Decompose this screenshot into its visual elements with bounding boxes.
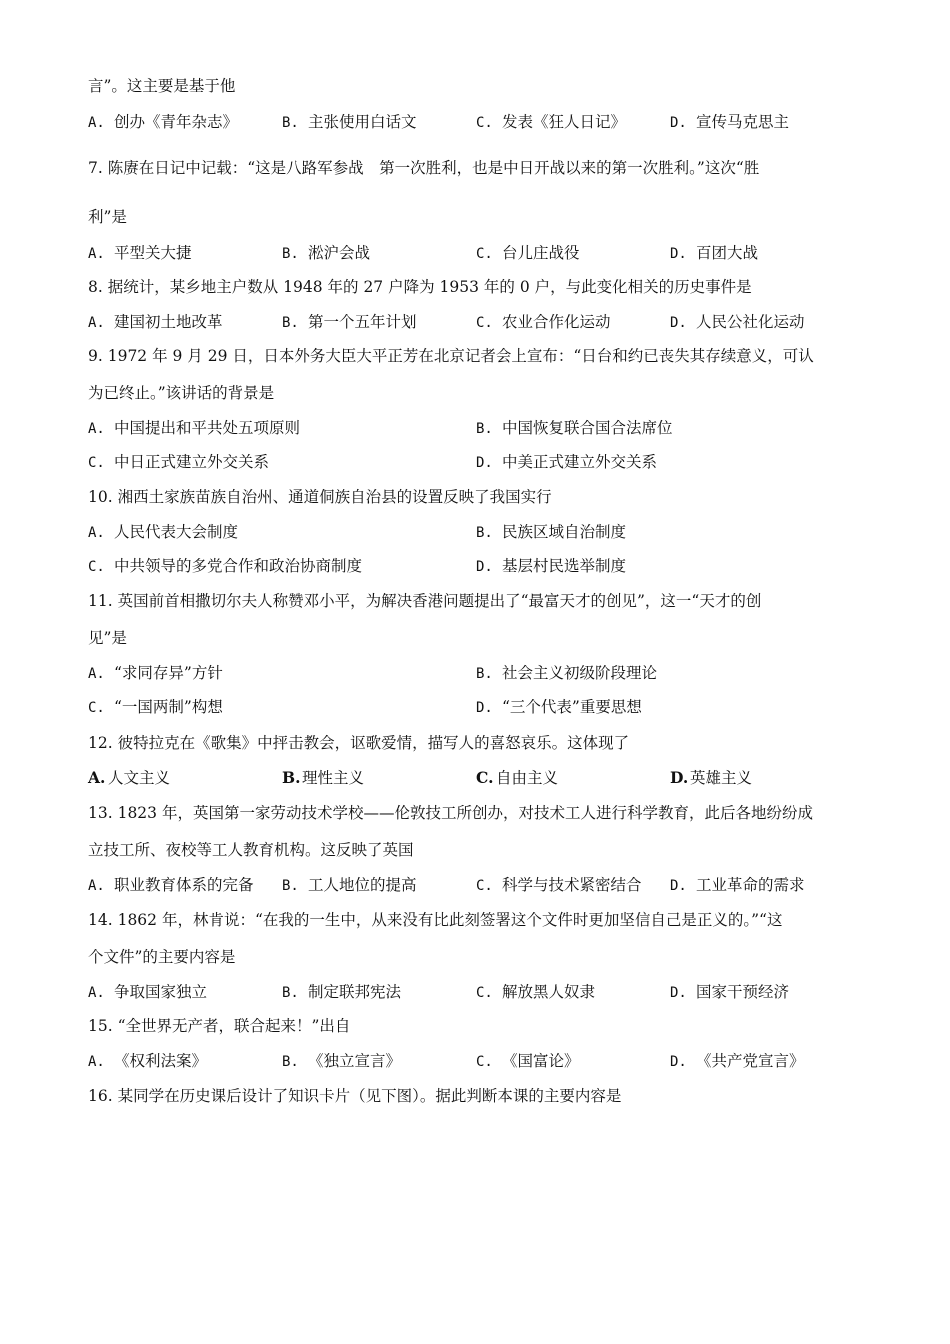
question-12-option-a bbox=[88, 768, 170, 788]
option-text: 宣传马克思主 bbox=[696, 113, 790, 131]
option-text: 台儿庄战役 bbox=[502, 244, 580, 262]
question-10-option-a bbox=[88, 522, 238, 543]
option-label: D. bbox=[670, 878, 687, 894]
option-label: A. bbox=[88, 878, 105, 894]
question-11-option-c bbox=[88, 697, 223, 718]
option-label: B. bbox=[282, 768, 301, 787]
option-text: 自由主义 bbox=[496, 769, 559, 787]
option-text: 工业革命的需求 bbox=[696, 876, 805, 894]
option-text: “三个代表”重要思想 bbox=[502, 698, 642, 716]
option-label: B. bbox=[476, 421, 493, 437]
option-label: A. bbox=[88, 246, 105, 262]
option-label: A. bbox=[88, 666, 105, 682]
option-text: 工人地位的提高 bbox=[308, 876, 417, 894]
option-text: 中共领导的多党合作和政治协商制度 bbox=[114, 557, 363, 575]
option-text: 中日正式建立外交关系 bbox=[114, 453, 270, 471]
option-text: 创办《青年杂志》 bbox=[114, 113, 239, 131]
question-9-option-d bbox=[476, 452, 657, 473]
option-text: 国家干预经济 bbox=[696, 983, 790, 1001]
option-label: A. bbox=[88, 115, 105, 131]
option-label: C. bbox=[476, 878, 493, 894]
question-8-option-c bbox=[476, 312, 611, 333]
option-label: D. bbox=[670, 768, 689, 787]
option-label: C. bbox=[476, 1054, 493, 1070]
question-15-option-b bbox=[282, 1051, 401, 1072]
option-text: 农业合作化运动 bbox=[502, 313, 611, 331]
question-7-stem-line-2: 利”是 bbox=[88, 208, 127, 226]
option-text: 百团大战 bbox=[696, 244, 759, 262]
option-text: 基层村民选举制度 bbox=[502, 557, 627, 575]
question-7-option-d bbox=[670, 243, 758, 264]
option-label: B. bbox=[282, 315, 299, 331]
option-text: 科学与技术紧密结合 bbox=[502, 876, 642, 894]
option-text: 《共产党宣言》 bbox=[696, 1052, 805, 1070]
option-label: A. bbox=[88, 421, 105, 437]
option-label: C. bbox=[476, 315, 493, 331]
option-label: A. bbox=[88, 315, 105, 331]
option-label: A. bbox=[88, 1054, 105, 1070]
option-label: B. bbox=[282, 878, 299, 894]
option-label: A. bbox=[88, 985, 105, 1001]
question-10-option-b bbox=[476, 522, 626, 543]
option-text: 建国初土地改革 bbox=[114, 313, 223, 331]
question-10-stem: 10. 湘西土家族苗族自治州、通道侗族自治县的设置反映了我国实行 bbox=[88, 488, 552, 506]
question-14-option-a bbox=[88, 982, 207, 1003]
option-label: D. bbox=[670, 315, 687, 331]
question-9-option-b bbox=[476, 418, 673, 439]
question-13-option-b bbox=[282, 875, 417, 896]
question-14-option-c bbox=[476, 982, 595, 1003]
option-label: B. bbox=[282, 115, 299, 131]
option-text: 中国恢复联合国合法席位 bbox=[502, 419, 673, 437]
question-12-option-b bbox=[282, 768, 364, 788]
question-8-option-a bbox=[88, 312, 223, 333]
question-11-option-a bbox=[88, 663, 223, 684]
question-8-option-d bbox=[670, 312, 805, 333]
question-12-option-d bbox=[670, 768, 752, 788]
question-8-stem: 8. 据统计，某乡地主户数从 1948 年的 27 户降为 1953 年的 0 户，与此变化相关的历史事件是 bbox=[88, 278, 752, 296]
option-text: 理性主义 bbox=[302, 769, 365, 787]
question-9-option-c bbox=[88, 452, 269, 473]
option-label: B. bbox=[476, 666, 493, 682]
option-label: C. bbox=[88, 455, 105, 471]
option-text: 《权利法案》 bbox=[114, 1052, 208, 1070]
question-15-option-c bbox=[476, 1051, 580, 1072]
option-label: C. bbox=[476, 768, 494, 787]
option-label: D. bbox=[670, 115, 687, 131]
question-10-option-c bbox=[88, 556, 362, 577]
option-text: 中国提出和平共处五项原则 bbox=[114, 419, 301, 437]
question-13-option-a bbox=[88, 875, 254, 896]
option-label: D. bbox=[670, 985, 687, 1001]
question-8-option-b bbox=[282, 312, 417, 333]
question-14-stem-line-2: 个文件”的主要内容是 bbox=[88, 948, 236, 966]
option-text: 平型关大捷 bbox=[114, 244, 192, 262]
option-label: B. bbox=[282, 1054, 299, 1070]
option-label: B. bbox=[476, 525, 493, 541]
option-label: D. bbox=[476, 559, 493, 575]
question-11-option-b bbox=[476, 663, 657, 684]
question-6-option-d bbox=[670, 112, 789, 133]
question-12-stem: 12. 彼特拉克在《歌集》中抨击教会，讴歌爱情，描写人的喜怒哀乐。这体现了 bbox=[88, 734, 630, 752]
option-text: 主张使用白话文 bbox=[308, 113, 417, 131]
question-6-option-b bbox=[282, 112, 417, 133]
option-label: D. bbox=[670, 246, 687, 262]
option-text: 民族区域自治制度 bbox=[502, 523, 627, 541]
question-7-stem-line-1: 7. 陈赓在日记中记载：“这是八路军参战 第一次胜利，也是中日开战以来的第一次胜利。”这次“胜 bbox=[88, 159, 760, 177]
option-text: 人民代表大会制度 bbox=[114, 523, 239, 541]
option-text: 《国富论》 bbox=[502, 1052, 580, 1070]
option-text: 《独立宣言》 bbox=[308, 1052, 402, 1070]
question-6-option-c bbox=[476, 112, 626, 133]
question-11-stem-line-2: 见”是 bbox=[88, 629, 127, 647]
option-label: A. bbox=[88, 525, 105, 541]
option-label: C. bbox=[88, 559, 105, 575]
question-6-stem-line-2: 言”。这主要是基于他 bbox=[88, 77, 236, 95]
question-16-stem: 16. 某同学在历史课后设计了知识卡片（见下图）。据此判断本课的主要内容是 bbox=[88, 1087, 622, 1105]
option-label: D. bbox=[476, 700, 493, 716]
question-13-stem-line-1: 13. 1823 年，英国第一家劳动技术学校——伦敦技工所创办，对技术工人进行科学教育，此后各地纷纷成 bbox=[88, 804, 813, 822]
option-text: 职业教育体系的完备 bbox=[114, 876, 254, 894]
question-10-option-d bbox=[476, 556, 626, 577]
question-13-option-d bbox=[670, 875, 805, 896]
option-label: B. bbox=[282, 246, 299, 262]
option-text: “一国两制”构想 bbox=[114, 698, 223, 716]
option-label: C. bbox=[88, 700, 105, 716]
question-13-option-c bbox=[476, 875, 642, 896]
option-text: 英雄主义 bbox=[690, 769, 753, 787]
option-label: B. bbox=[282, 985, 299, 1001]
option-text: 解放黑人奴隶 bbox=[502, 983, 596, 1001]
question-9-stem-line-1: 9. 1972 年 9 月 29 日，日本外务大臣大平正芳在北京记者会上宣布：“日台和约已丧失其存续意义，可认 bbox=[88, 347, 814, 365]
option-label: D. bbox=[670, 1054, 687, 1070]
question-13-stem-line-2: 立技工所、夜校等工人教育机构。这反映了英国 bbox=[88, 841, 414, 859]
option-label: D. bbox=[476, 455, 493, 471]
question-6-option-a bbox=[88, 112, 238, 133]
option-text: 社会主义初级阶段理论 bbox=[502, 664, 658, 682]
option-text: 淞沪会战 bbox=[308, 244, 371, 262]
question-7-option-b bbox=[282, 243, 370, 264]
option-text: 争取国家独立 bbox=[114, 983, 208, 1001]
option-text: 发表《狂人日记》 bbox=[502, 113, 627, 131]
option-text: 第一个五年计划 bbox=[308, 313, 417, 331]
question-9-option-a bbox=[88, 418, 300, 439]
question-7-option-a bbox=[88, 243, 192, 264]
question-11-stem-line-1: 11. 英国前首相撒切尔夫人称赞邓小平，为解决香港问题提出了“最富天才的创见”，这一“天才的创 bbox=[88, 592, 762, 610]
question-11-option-d bbox=[476, 697, 642, 718]
option-text: “求同存异”方针 bbox=[114, 664, 223, 682]
question-14-option-d bbox=[670, 982, 789, 1003]
option-text: 人文主义 bbox=[108, 769, 171, 787]
question-15-option-a bbox=[88, 1051, 207, 1072]
option-label: C. bbox=[476, 115, 493, 131]
question-15-option-d bbox=[670, 1051, 805, 1072]
question-14-stem-line-1: 14. 1862 年，林肯说：“在我的一生中，从来没有比此刻签署这个文件时更加坚信自己是正义的。”“这 bbox=[88, 911, 783, 929]
question-14-option-b bbox=[282, 982, 401, 1003]
question-15-stem: 15. “全世界无产者，联合起来！”出自 bbox=[88, 1017, 351, 1035]
option-label: A. bbox=[88, 768, 106, 787]
option-text: 中美正式建立外交关系 bbox=[502, 453, 658, 471]
option-label: C. bbox=[476, 246, 493, 262]
question-12-option-c bbox=[476, 768, 558, 788]
option-text: 制定联邦宪法 bbox=[308, 983, 402, 1001]
question-9-stem-line-2: 为已终止。”该讲话的背景是 bbox=[88, 384, 275, 402]
question-7-option-c bbox=[476, 243, 580, 264]
option-text: 人民公社化运动 bbox=[696, 313, 805, 331]
option-label: C. bbox=[476, 985, 493, 1001]
